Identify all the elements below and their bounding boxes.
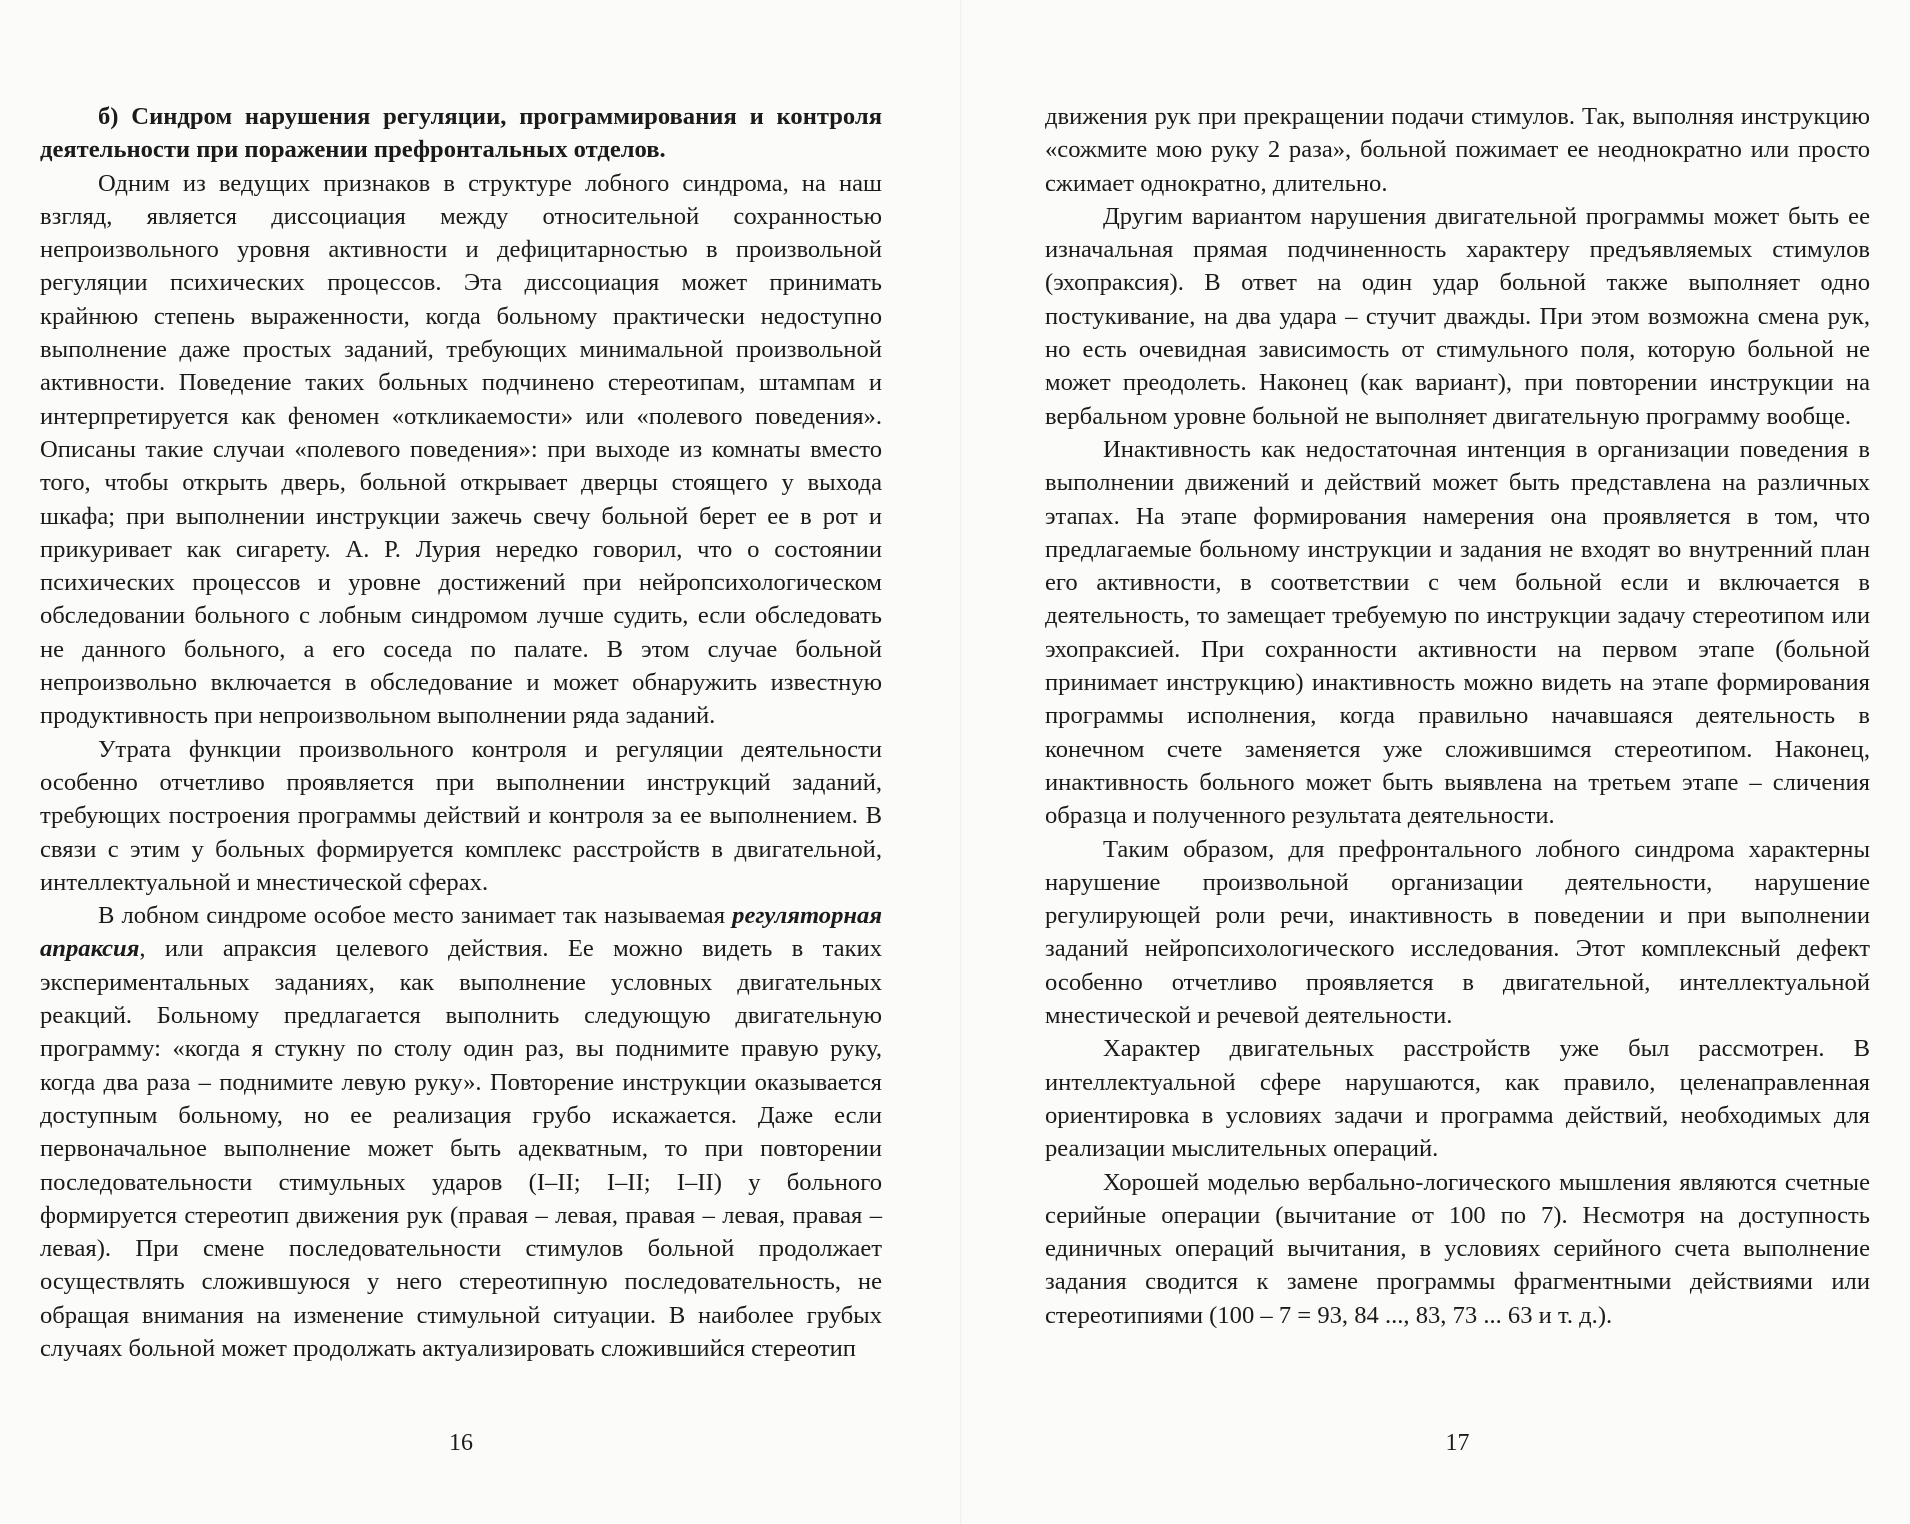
right-page xyxy=(1045,100,1870,1480)
paragraph: Таким образом, для префронтального лобного синдрома характерны нарушение произвольной организации деятельности, нарушение регулирующей роли речи, инактивность в поведении и при выполнении заданий нейропсихологического исследования. Этот комплексный дефект особенно отчетливо проявляется в двигательной, интеллектуальной мнестической и речевой деятельности. xyxy=(1045,835,1870,1030)
text-run: , или апраксия целевого действия. Ее можно видеть в таких экспериментальных заданиях, как выполнение условных двигательных реакций. Больному предлагается выполнить следующую двигательную программу: «когда я стукну по столу один раз, вы поднимите правую руку, когда два раза – поднимите левую руку». Повторение инструкции оказывается доступным больному, но ее реализация грубо искажается. Даже если первоначальное выполнение может быть адекватным, то при повторении последовательности стимульных ударов (I–II; I–II; I–II) у больного формируется стереотип движения рук (правая – левая, правая – левая, правая – левая). При смене последовательности стимулов больной продолжает осуществлять сложившуюся у него стереотипную последовательность, не обращая внимания на изменение стимульной ситуации. В наиболее грубых случаях больной может продолжать актуализировать сложившийся стереотип xyxy=(40,935,882,1362)
paragraph xyxy=(40,899,882,1365)
paragraph: Инактивность как недостаточная интенция в организации поведения в выполнении движений и действий может быть представлена на различных этапах. На этапе формирования намерения она проявляется в том, что предлагаемые больному инструкции и задания не входят во внутренний план его активности, в соответствии с чем больной если и включается в деятельность, то замещает требуемую по инструкции задачу стереотипом или эхопраксией. При сохранности активности на первом этапе (больной принимает инструкцию) инактивность можно видеть на этапе формирования программы исполнения, когда правильно начавшаяся деятельность в конечном счете заменяется уже сложившимся стереотипом. Наконец, инактивность больного может быть выявлена на третьем этапе – сличения образца и полученного результата деятельности. xyxy=(1045,435,1870,830)
term-emphasis: регуляторная апраксия xyxy=(40,902,882,963)
paragraph: Другим вариантом нарушения двигательной программы может быть ее изначальная прямая подчиненность характеру предъявляемых стимулов (эхопраксия). В ответ на один удар больной также выполняет одно постукивание, на два удара – стучит дважды. При этом возможна смена рук, но есть очевидная зависимость от стимульного поля, которую больной не может преодолеть. Наконец (как вариант), при повторении инструкции на вербальном уровне больной не выполняет двигательную программу вообще. xyxy=(1045,202,1870,430)
book-gutter xyxy=(960,0,962,1524)
section-heading: б) Синдром нарушения регуляции, программирования и контроля деятельности при поражении префронтальных отделов. xyxy=(40,103,882,164)
page-number-right: 17 xyxy=(1445,1430,1470,1456)
paragraph: Хорошей моделью вербально-логического мышления являются счетные серийные операции (вычитание от 100 по 7). Несмотря на доступность единичных операций вычитания, в условиях серийного счета выполнение задания сводится к замене программы фрагментными действиями или стереотипиями (100 – 7 = 93, 84 ..., 83, 73 ... 63 и т. д.). xyxy=(1045,1168,1870,1329)
paragraph: Характер двигательных расстройств уже был рассмотрен. В интеллектуальной сфере нарушаются, как правило, целенаправленная ориентировка в условиях задачи и программа действий, необходимых для реализации мыслительных операций. xyxy=(1045,1035,1870,1163)
page-number-left: 16 xyxy=(449,1430,473,1456)
paragraph: Утрата функции произвольного контроля и регуляции деятельности особенно отчетливо проявляется при выполнении инструкций заданий, требующих построения программы действий и контроля за ее выполнением. В связи с этим у больных формируется комплекс расстройств в двигательной, интеллектуальной и мнестической сферах. xyxy=(40,735,882,896)
text-run: В лобном синдроме особое место занимает так называемая xyxy=(98,902,733,930)
left-page xyxy=(40,100,882,1480)
paragraph-continuation: движения рук при прекращении подачи стимулов. Так, выполняя инструкцию «сожмите мою руку 2 раза», больной пожимает ее неоднократно или просто сжимает однократно, длительно. xyxy=(1045,103,1870,197)
paragraph: Одним из ведущих признаков в структуре лобного синдрома, на наш взгляд, является диссоциация между относительной сохранностью непроизвольного уровня активности и дефицитарностью в произвольной регуляции психических процессов. Эта диссоциация может принимать крайнюю степень выраженности, когда больному практически недоступно выполнение даже простых заданий, требующих минимальной произвольной активности. Поведение таких больных подчинено стереотипам, штампам и интерпретируется как феномен «откликаемости» или «полевого поведения». Описаны такие случаи «полевого поведения»: при выходе из комнаты вместо того, чтобы открыть дверь, больной открывает дверцы стоящего у выхода шкафа; при выполнении инструкции зажечь свечу больной берет ее в рот и прикуривает как сигарету. А. Р. Лурия нередко говорил, что о состоянии психических процессов и уровне достижений при нейропсихологическом обследовании больного с лобным синдромом лучше судить, если обследовать не данного больного, а его соседа по палате. В этом случае больной непроизвольно включается в обследование и может обнаружить известную продуктивность при непроизвольном выполнении ряда заданий. xyxy=(40,169,882,730)
